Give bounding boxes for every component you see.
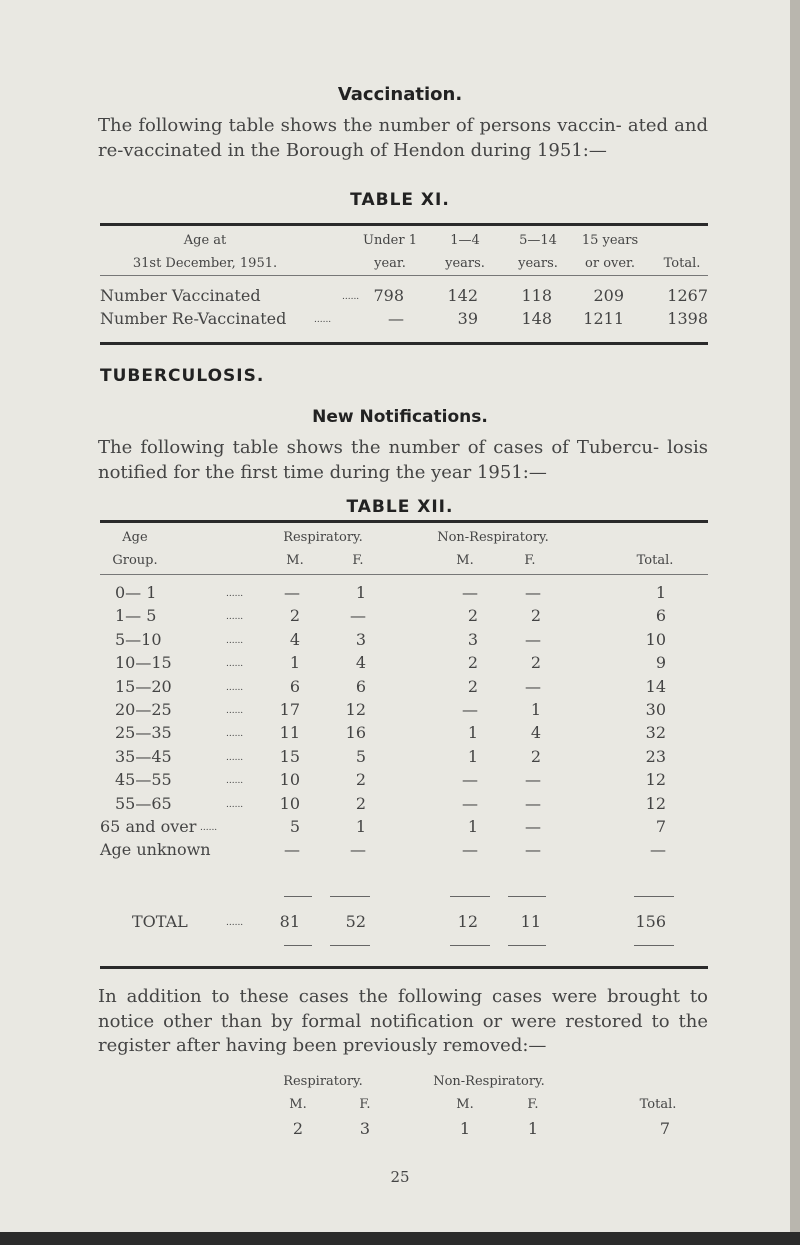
vaccination-heading: Vaccination.	[337, 84, 463, 105]
table-xii-leader-dots: ......	[200, 823, 218, 833]
table-xii-age-group: 25—35	[115, 723, 172, 743]
table-xii-cell-total: 9	[655, 653, 666, 673]
table-xii-bottom-rule	[100, 966, 708, 969]
vaccination-intro: The following table shows the number of persons vaccin- ated and re-vaccinated in the Borough of Hendon during 1951:—	[98, 115, 708, 161]
table-xii-cell-nf: —	[525, 770, 541, 790]
table-xii-total-nonresp-m: 12	[457, 912, 478, 931]
table-xii-cell-total: 7	[655, 817, 666, 836]
table-xii-cell-nf: —	[525, 817, 541, 836]
table-xii-cell-nm: —	[462, 770, 478, 790]
table-xii-cell-total: 10	[645, 629, 666, 649]
table-xii-cell-total: 14	[645, 676, 666, 696]
total-underline	[284, 945, 312, 946]
table-xii-cell-rm: —	[284, 840, 300, 860]
table-xii-total-total: 156	[635, 912, 666, 931]
table-xii-cell-nm: 1	[467, 746, 478, 766]
table-xi-row-1-4: 39	[457, 309, 478, 328]
table-xii-age-group: 45—55	[115, 770, 172, 790]
table-xii-age-group: 10—15	[115, 653, 172, 673]
table-xii-top-rule	[100, 520, 708, 523]
total-underline	[330, 896, 370, 897]
table-xii-leader-dots: ......	[226, 612, 244, 623]
total-underline	[634, 945, 674, 946]
table-xii-cell-nf: —	[525, 676, 541, 696]
total-underline	[450, 945, 490, 946]
table-xii-cell-total: 6	[655, 606, 666, 626]
table-xii-cell-rf: 1	[355, 583, 366, 602]
table-xii-header-nonresp-f: F.	[524, 553, 536, 568]
tuberculosis-heading: TUBERCULOSIS.	[100, 366, 265, 386]
table-xii-cell-rm: 11	[279, 723, 300, 743]
total-underline	[284, 896, 312, 897]
table-xii-leader-dots: ......	[226, 776, 244, 787]
table-xii-leader-dots: ......	[226, 799, 244, 810]
addition-nonresp-f: 1	[527, 1119, 539, 1138]
table-xii-cell-nm: 3	[467, 629, 478, 649]
addition-resp-f: 3	[359, 1119, 371, 1138]
table-xii-age-group: 15—20	[115, 676, 172, 696]
table-xii-cell-total: 32	[645, 723, 666, 743]
table-xii-cell-total: 12	[645, 770, 666, 790]
table-xi-header-15-1: 15 years	[581, 233, 639, 248]
table-xi-title: TABLE XI.	[350, 190, 450, 210]
addition-resp-m: 2	[292, 1119, 304, 1138]
table-xii-age-group: 55—65	[115, 793, 172, 813]
addition-header-total: Total.	[639, 1097, 677, 1112]
page-edge-bottom	[0, 1232, 800, 1245]
table-xi-row-under1: 798	[373, 286, 404, 305]
table-xii-leader-dots: ......	[226, 729, 244, 740]
table-xii-age-group: Age unknown	[100, 840, 211, 860]
addition-header-nonresp-m: M.	[456, 1097, 474, 1112]
table-xi-row-dots: ......	[314, 315, 332, 325]
addition-header-nonrespiratory: Non-Respiratory.	[433, 1074, 545, 1089]
table-xii-age-group: 35—45	[115, 746, 172, 766]
table-xi-row-5-14: 148	[521, 309, 552, 328]
table-xi-header-under1-1: Under 1	[363, 233, 417, 248]
table-xi-row-total: 1398	[667, 309, 708, 328]
table-xii-title: TABLE XII.	[346, 497, 454, 517]
table-xii-cell-rm: 10	[279, 793, 300, 813]
table-xii-cell-nm: —	[462, 583, 478, 602]
table-xii-total-nonresp-f: 11	[520, 912, 541, 931]
table-xi-row-under1: —	[388, 309, 404, 328]
table-xi-top-rule	[100, 223, 708, 226]
table-xii-cell-nf: 2	[530, 746, 541, 766]
table-xi-header-age-1: Age at	[183, 233, 227, 248]
table-xii-age-group: 5—10	[115, 629, 162, 649]
table-xii-leader-dots: ......	[226, 589, 244, 599]
addition-paragraph: In addition to these cases the following cases were brought to notice other than by formal notification or were restored to the register after having been previously removed:—	[98, 986, 708, 1056]
table-xi-row-label: Number Re-Vaccinated	[100, 309, 287, 328]
table-xii-leader-dots: ......	[226, 682, 244, 693]
table-xii-cell-nf: —	[525, 840, 541, 860]
table-xii-cell-rm: 17	[279, 700, 300, 719]
table-xii-header-respiratory: Respiratory.	[283, 530, 363, 545]
table-xii-cell-rf: 5	[355, 746, 366, 766]
table-xii-header-total: Total.	[636, 553, 674, 568]
table-xi-row-1-4: 142	[447, 286, 478, 305]
table-xi-row-dots: ......	[342, 292, 360, 302]
table-xi-row-5-14: 118	[521, 286, 552, 305]
addition-header-resp-f: F.	[359, 1097, 371, 1112]
total-underline	[508, 945, 546, 946]
table-xii-cell-rf: 3	[355, 629, 366, 649]
table-xii-age-group: 1— 5	[115, 606, 157, 626]
table-xii-cell-rf: —	[350, 606, 366, 626]
table-xi-row-label: Number Vaccinated	[100, 286, 261, 305]
table-xii-cell-nf: —	[525, 583, 541, 602]
table-xii-leader-dots: ......	[226, 635, 244, 646]
table-xii-cell-rf: 4	[355, 653, 366, 673]
total-underline	[450, 896, 490, 897]
table-xii-cell-rf: 6	[355, 676, 366, 696]
table-xii-cell-rm: 6	[289, 676, 300, 696]
table-xi-header-15-2: or over.	[585, 256, 635, 271]
addition-header-resp-m: M.	[289, 1097, 307, 1112]
table-xii-cell-rm: 1	[289, 653, 300, 673]
table-xii-cell-total: 12	[645, 793, 666, 813]
table-xii-cell-nm: 2	[467, 676, 478, 696]
table-xii-cell-rf: 2	[355, 770, 366, 790]
table-xii-header-rule	[100, 574, 708, 575]
table-xii-cell-nm: —	[462, 840, 478, 860]
table-xi-header-1-4-2: years.	[445, 256, 485, 271]
table-xii-cell-nf: 2	[530, 606, 541, 626]
table-xii-cell-rf: 16	[345, 723, 366, 743]
new-notifications-heading: New Notifications.	[312, 407, 488, 427]
table-xii-cell-nm: 2	[467, 653, 478, 673]
table-xi-header-5-14-1: 5—14	[519, 233, 557, 248]
page-number: 25	[390, 1168, 410, 1186]
tuberculosis-intro: The following table shows the number of cases of Tubercu- losis notified for the first time during the year 1951:—	[98, 437, 708, 483]
table-xii-cell-nm: —	[462, 793, 478, 813]
table-xii-total-resp-f: 52	[345, 912, 366, 931]
table-xii-header-resp-f: F.	[352, 553, 364, 568]
table-xii-cell-rm: 10	[279, 770, 300, 790]
addition-total: 7	[659, 1119, 671, 1138]
table-xii-cell-rm: 15	[279, 746, 300, 766]
table-xii-cell-nm: —	[462, 700, 478, 719]
table-xii-cell-nf: —	[525, 629, 541, 649]
table-xii-leader-dots: ......	[226, 659, 244, 670]
addition-header-nonresp-f: F.	[527, 1097, 539, 1112]
table-xii-cell-total: 1	[655, 583, 666, 602]
table-xii-cell-total: 30	[645, 700, 666, 719]
table-xii-cell-nm: 1	[467, 817, 478, 836]
table-xii-cell-nm: 1	[467, 723, 478, 743]
table-xi-row-15: 209	[593, 286, 624, 305]
table-xii-cell-rf: 12	[345, 700, 366, 719]
table-xii-cell-rm: —	[284, 583, 300, 602]
total-underline	[330, 945, 370, 946]
table-xii-cell-rm: 4	[289, 629, 300, 649]
table-xi-header-1-4-1: 1—4	[450, 233, 480, 248]
table-xii-cell-total: —	[650, 840, 666, 860]
table-xii-cell-rm: 2	[289, 606, 300, 626]
table-xii-total-dots: ......	[226, 918, 244, 928]
addition-header-respiratory: Respiratory.	[283, 1074, 363, 1089]
table-xii-cell-rm: 5	[289, 817, 300, 836]
table-xii-cell-rf: 1	[355, 817, 366, 836]
table-xii-header-nonrespiratory: Non-Respiratory.	[437, 530, 549, 545]
table-xi-header-rule	[100, 275, 708, 276]
table-xii-cell-nf: 1	[530, 700, 541, 719]
table-xi-header-total: Total.	[663, 256, 701, 271]
table-xii-age-group: 0— 1	[115, 583, 157, 602]
table-xii-age-group: 20—25	[115, 700, 172, 719]
table-xii-cell-nf: —	[525, 793, 541, 813]
table-xii-header-resp-m: M.	[286, 553, 304, 568]
total-underline	[508, 896, 546, 897]
table-xii-cell-rf: —	[350, 840, 366, 860]
table-xii-header-age-1: Age	[122, 530, 148, 545]
table-xi-header-age-2: 31st December, 1951.	[132, 256, 278, 271]
table-xii-header-nonresp-m: M.	[456, 553, 474, 568]
page-edge-shadow	[790, 0, 800, 1245]
table-xi-header-5-14-2: years.	[518, 256, 558, 271]
addition-nonresp-m: 1	[459, 1119, 471, 1138]
table-xii-age-group: 65 and over	[100, 817, 197, 836]
table-xi-row-15: 1211	[583, 309, 624, 328]
table-xii-total-label: TOTAL	[132, 912, 188, 931]
table-xii-cell-nf: 4	[530, 723, 541, 743]
table-xii-cell-nf: 2	[530, 653, 541, 673]
table-xi-header-under1-2: year.	[374, 256, 406, 271]
total-underline	[634, 896, 674, 897]
table-xii-leader-dots: ......	[226, 752, 244, 763]
table-xii-header-age-2: Group.	[112, 553, 158, 568]
table-xii-cell-rf: 2	[355, 793, 366, 813]
table-xi-bottom-rule	[100, 342, 708, 345]
table-xii-total-resp-m: 81	[279, 912, 300, 931]
table-xii-cell-nm: 2	[467, 606, 478, 626]
table-xii-cell-total: 23	[645, 746, 666, 766]
table-xi-row-total: 1267	[667, 286, 708, 305]
table-xii-leader-dots: ......	[226, 706, 244, 716]
